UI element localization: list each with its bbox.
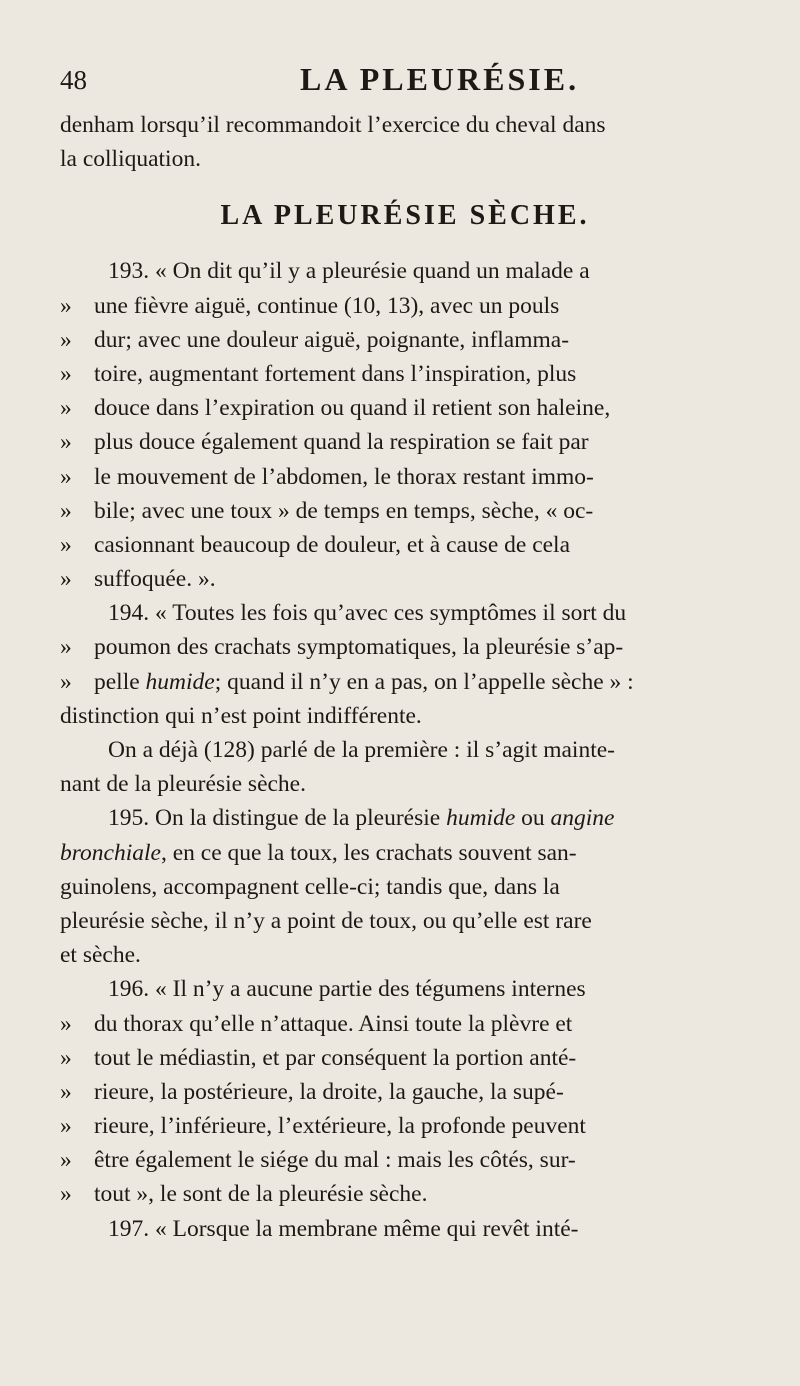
text-line: et sèche. xyxy=(60,942,141,969)
quoted-line: » toire, augmentant fortement dans l’inspiration, plus xyxy=(60,357,750,391)
italic-term: humide xyxy=(145,668,215,695)
italic-term: humide xyxy=(446,805,516,832)
text-line: nant de la pleurésie sèche. xyxy=(60,771,306,798)
quote-mark: » xyxy=(60,326,72,353)
quote-mark: » xyxy=(60,463,72,490)
text-line: la colliquation. xyxy=(60,146,201,173)
quoted-line: » casionnant beaucoup de douleur, et à cause de cela xyxy=(60,528,750,562)
quote-mark: » xyxy=(60,668,72,695)
quote-mark: » xyxy=(60,531,72,558)
quoted-line: » douce dans l’expiration ou quand il retient son haleine, xyxy=(60,391,750,425)
quoted-line: » tout », le sont de la pleurésie sèche. xyxy=(60,1177,750,1211)
quoted-line: » bile; avec une toux » de temps en temps, sèche, « oc- xyxy=(60,494,750,528)
text-line: denham lorsqu’il recommandoit l’exercice du cheval dans xyxy=(60,112,606,138)
paragraph-195-first-line: 195. On la distingue de la pleurésie humide ou angine xyxy=(108,805,615,832)
page-header xyxy=(60,55,740,101)
quote-mark: » xyxy=(60,360,72,387)
quoted-line: » dur; avec une douleur aiguë, poignante, inflamma- xyxy=(60,323,750,357)
quote-mark: » xyxy=(60,395,72,422)
quoted-line: » le mouvement de l’abdomen, le thorax restant immo- xyxy=(60,460,750,494)
quote-mark: » xyxy=(60,566,72,593)
running-title: LA PLEURÉSIE. xyxy=(300,61,580,97)
paragraph-number: 196. xyxy=(108,976,150,1003)
text-line: bronchiale, en ce que la toux, les crachats souvent san- xyxy=(60,839,577,866)
quoted-line: » rieure, l’inférieure, l’extérieure, la profonde peuvent xyxy=(60,1109,750,1143)
quoted-line: » plus douce également quand la respiration se fait par xyxy=(60,425,750,459)
quoted-line: » rieure, la postérieure, la droite, la gauche, la supé- xyxy=(60,1075,750,1109)
text-line: guinolens, accompagnent celle-ci; tandis que, dans la xyxy=(60,873,560,900)
quoted-line: » poumon des crachats symptomatiques, la pleurésie s’ap- xyxy=(60,630,750,664)
text-line: pleurésie sèche, il n’y a point de toux, ou qu’elle est rare xyxy=(60,907,592,934)
paragraph-number: 193. xyxy=(108,258,150,285)
quote-mark: » xyxy=(60,1010,72,1037)
paragraph-number: 194. xyxy=(108,600,150,627)
quote-mark: » xyxy=(60,1113,72,1140)
quote-mark: » xyxy=(60,634,72,661)
quote-mark: » xyxy=(60,1044,72,1071)
quote-mark: » xyxy=(60,1181,72,1208)
quote-mark: » xyxy=(60,497,72,524)
quoted-line: » être également le siége du mal : mais les côtés, sur- xyxy=(60,1143,750,1177)
quote-mark: » xyxy=(60,429,72,456)
quoted-line: » suffoquée. ». xyxy=(60,562,750,596)
section-heading: LA PLEURÉSIE SÈCHE. xyxy=(220,200,590,232)
quoted-line: » pelle humide; quand il n’y en a pas, on l’appelle sèche » : xyxy=(60,665,750,699)
quote-mark: » xyxy=(60,1147,72,1174)
text-line: distinction qui n’est point indifférente. xyxy=(60,702,422,729)
paragraph-number: 197. xyxy=(108,1215,150,1242)
quote-mark: » xyxy=(60,292,72,319)
paragraph-194-first-line: 194. « Toutes les fois qu’avec ces symptômes il sort du xyxy=(108,600,627,627)
quote-mark: » xyxy=(60,1078,72,1105)
italic-term: angine xyxy=(550,805,615,832)
paragraph-196-first-line: 196. « Il n’y a aucune partie des tégumens internes xyxy=(108,976,586,1003)
body-text xyxy=(60,108,750,1246)
italic-term: bronchiale xyxy=(60,839,161,866)
paragraph-193-first-line: 193. « On dit qu’il y a pleurésie quand un malade a xyxy=(108,258,590,285)
page-number: 48 xyxy=(60,65,87,95)
text-line: On a déjà (128) parlé de la première : il s’agit mainte- xyxy=(108,737,615,763)
quoted-line: » du thorax qu’elle n’attaque. Ainsi toute la plèvre et xyxy=(60,1007,750,1041)
paragraph-number: 195. xyxy=(108,805,150,832)
quoted-line: » tout le médiastin, et par conséquent la portion anté- xyxy=(60,1041,750,1075)
quoted-line: » une fièvre aiguë, continue (10, 13), avec un pouls xyxy=(60,289,750,323)
paragraph-197-first-line: 197. « Lorsque la membrane même qui revêt inté- xyxy=(108,1215,579,1242)
